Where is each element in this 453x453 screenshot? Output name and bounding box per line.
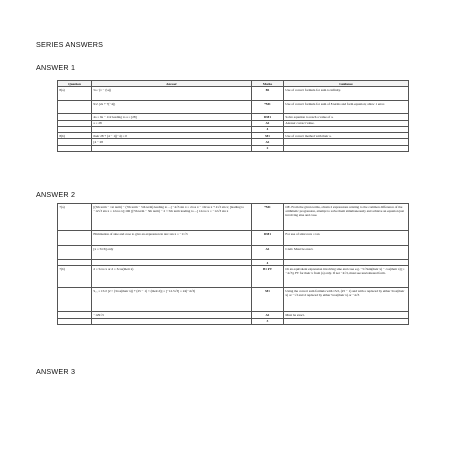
guidance-cell: Use of correct formula for sum of 8 terms and form equation; allow 1 error. — [284, 101, 409, 114]
heading-answer-2: ANSWER 2 — [36, 190, 76, 199]
marks-cell: M1 — [252, 288, 284, 312]
answer-cell: Elimination of sine and cose to give an expression in tan: tan x = −1/√3 — [92, 231, 252, 246]
marks-cell: B1 — [252, 87, 284, 101]
table-row — [58, 87, 409, 101]
table-row — [58, 204, 409, 231]
guidance-cell: Using the correct sum formula with 15/2, (25 − 1) and with a replaced by either 3cos(their x) or −√3 and d replaced by either 5cos(their x) or −4√3 — [284, 288, 409, 312]
answer-cell: [x = 5π/6] only — [92, 246, 252, 260]
guidance-cell: Answer correct value. — [284, 120, 409, 126]
answer-cell: 9/2 {2a + 7(−4)} — [92, 101, 252, 114]
guidance-cell: Or an equivalent expression involving sine and cose e.g. −5√3sin(their x) − cos(their x) [= −4√3]. FT for their x from (a) only. If not −4√3, must see unevaluated form. — [284, 266, 409, 288]
marks-total-cell: 3 — [252, 318, 284, 324]
marks-cell: A1 — [252, 120, 284, 126]
marks-cell: M1 — [252, 133, 284, 139]
guidance-cell: CAO. Must be exact. — [284, 246, 409, 260]
mark-scheme-table-2 — [57, 203, 409, 325]
marks-cell: B1 FT — [252, 266, 284, 288]
marks-cell: DM1 — [252, 231, 284, 246]
heading-answer-1: ANSWER 1 — [36, 63, 76, 72]
title-series-answers: SERIES ANSWERS — [36, 40, 104, 49]
answer-cell: [4 − 28 — [92, 139, 252, 145]
marks-cell: A1 — [252, 312, 284, 318]
table-row — [58, 101, 409, 114]
marks-cell: A1 — [252, 139, 284, 145]
table-row — [58, 288, 409, 312]
answer-cell: d = 5cos x or d = 3cos(their x) — [92, 266, 252, 288]
table-row — [58, 145, 409, 151]
question-cell: 8(b) — [58, 133, 92, 139]
heading-answer-3: ANSWER 3 — [36, 367, 76, 376]
guidance-cell: Use of correct formula for sum to infinity. — [284, 87, 409, 101]
question-cell — [58, 101, 92, 114]
question-cell — [58, 145, 92, 151]
table-row — [58, 246, 409, 260]
answer-cell: 4a = 9a − 112 leading to a = [28] — [92, 114, 252, 120]
col-question: Question — [58, 81, 92, 87]
mark-scheme-table-1 — [57, 80, 409, 152]
marks-total-cell: 4 — [252, 260, 284, 266]
guidance-cell: Use of correct method with their a. — [284, 133, 409, 139]
col-marks: Marks — [252, 81, 284, 87]
answer-cell: a = 28 — [92, 120, 252, 126]
guidance-cell: Must be exact. — [284, 312, 409, 318]
guidance-cell: Solve equation to reach a value of a. — [284, 114, 409, 120]
marks-total-cell: 4 — [252, 126, 284, 132]
answer-cell: −129√3 — [92, 312, 252, 318]
guidance-cell: For use of sinx/cosx = tan — [284, 231, 409, 246]
answer-cell — [92, 318, 252, 324]
table-row — [58, 318, 409, 324]
answer-cell: [(5th term − 1st term) − (7th term − 5th term) leading to ...] −4√3 sin x = 2cos x − 10cos x + 4√3 sin x; [leading to −12√3 sin x = 12cos x]; OR [(7th term − 5th term) − 2 × 5th term leading to ...] 12cos x = −12√3 sin x — [92, 204, 252, 231]
table-row — [58, 266, 409, 288]
question-cell: 7(b) — [58, 266, 92, 288]
question-cell: 8(a) — [58, 87, 92, 101]
guidance-cell: OE. From the given terms, obtain 2 expressions relating to the common difference of the arithmetic progression, attempt to solve them simultaneously and achieve an equation just involving sine and cose. — [284, 204, 409, 231]
marks-total-cell: 2 — [252, 145, 284, 151]
marks-cell: *M1 — [252, 204, 284, 231]
guidance-cell — [284, 145, 409, 151]
marks-cell: A1 — [252, 246, 284, 260]
col-answer: Answer — [92, 81, 252, 87]
question-cell — [58, 246, 92, 260]
answer-cell: their 28 + (4 − 1)(−4) = 0 — [92, 133, 252, 139]
guidance-cell — [284, 318, 409, 324]
table-row — [58, 231, 409, 246]
question-cell: 7(a) — [58, 204, 92, 231]
answer-cell: 5a / (1 − (¼)) — [92, 87, 252, 101]
marks-cell: DM1 — [252, 114, 284, 120]
col-guidance: Guidance — [284, 81, 409, 87]
question-cell — [58, 231, 92, 246]
answer-cell: S₁₅ = 15/2 [2 × (3cos(their x)) + (25 − 1) × (their d)] = [−12.5√3] = 24(−4√3) — [92, 288, 252, 312]
question-cell — [58, 318, 92, 324]
answer-cell — [92, 145, 252, 151]
question-cell — [58, 288, 92, 312]
marks-cell: *M1 — [252, 101, 284, 114]
